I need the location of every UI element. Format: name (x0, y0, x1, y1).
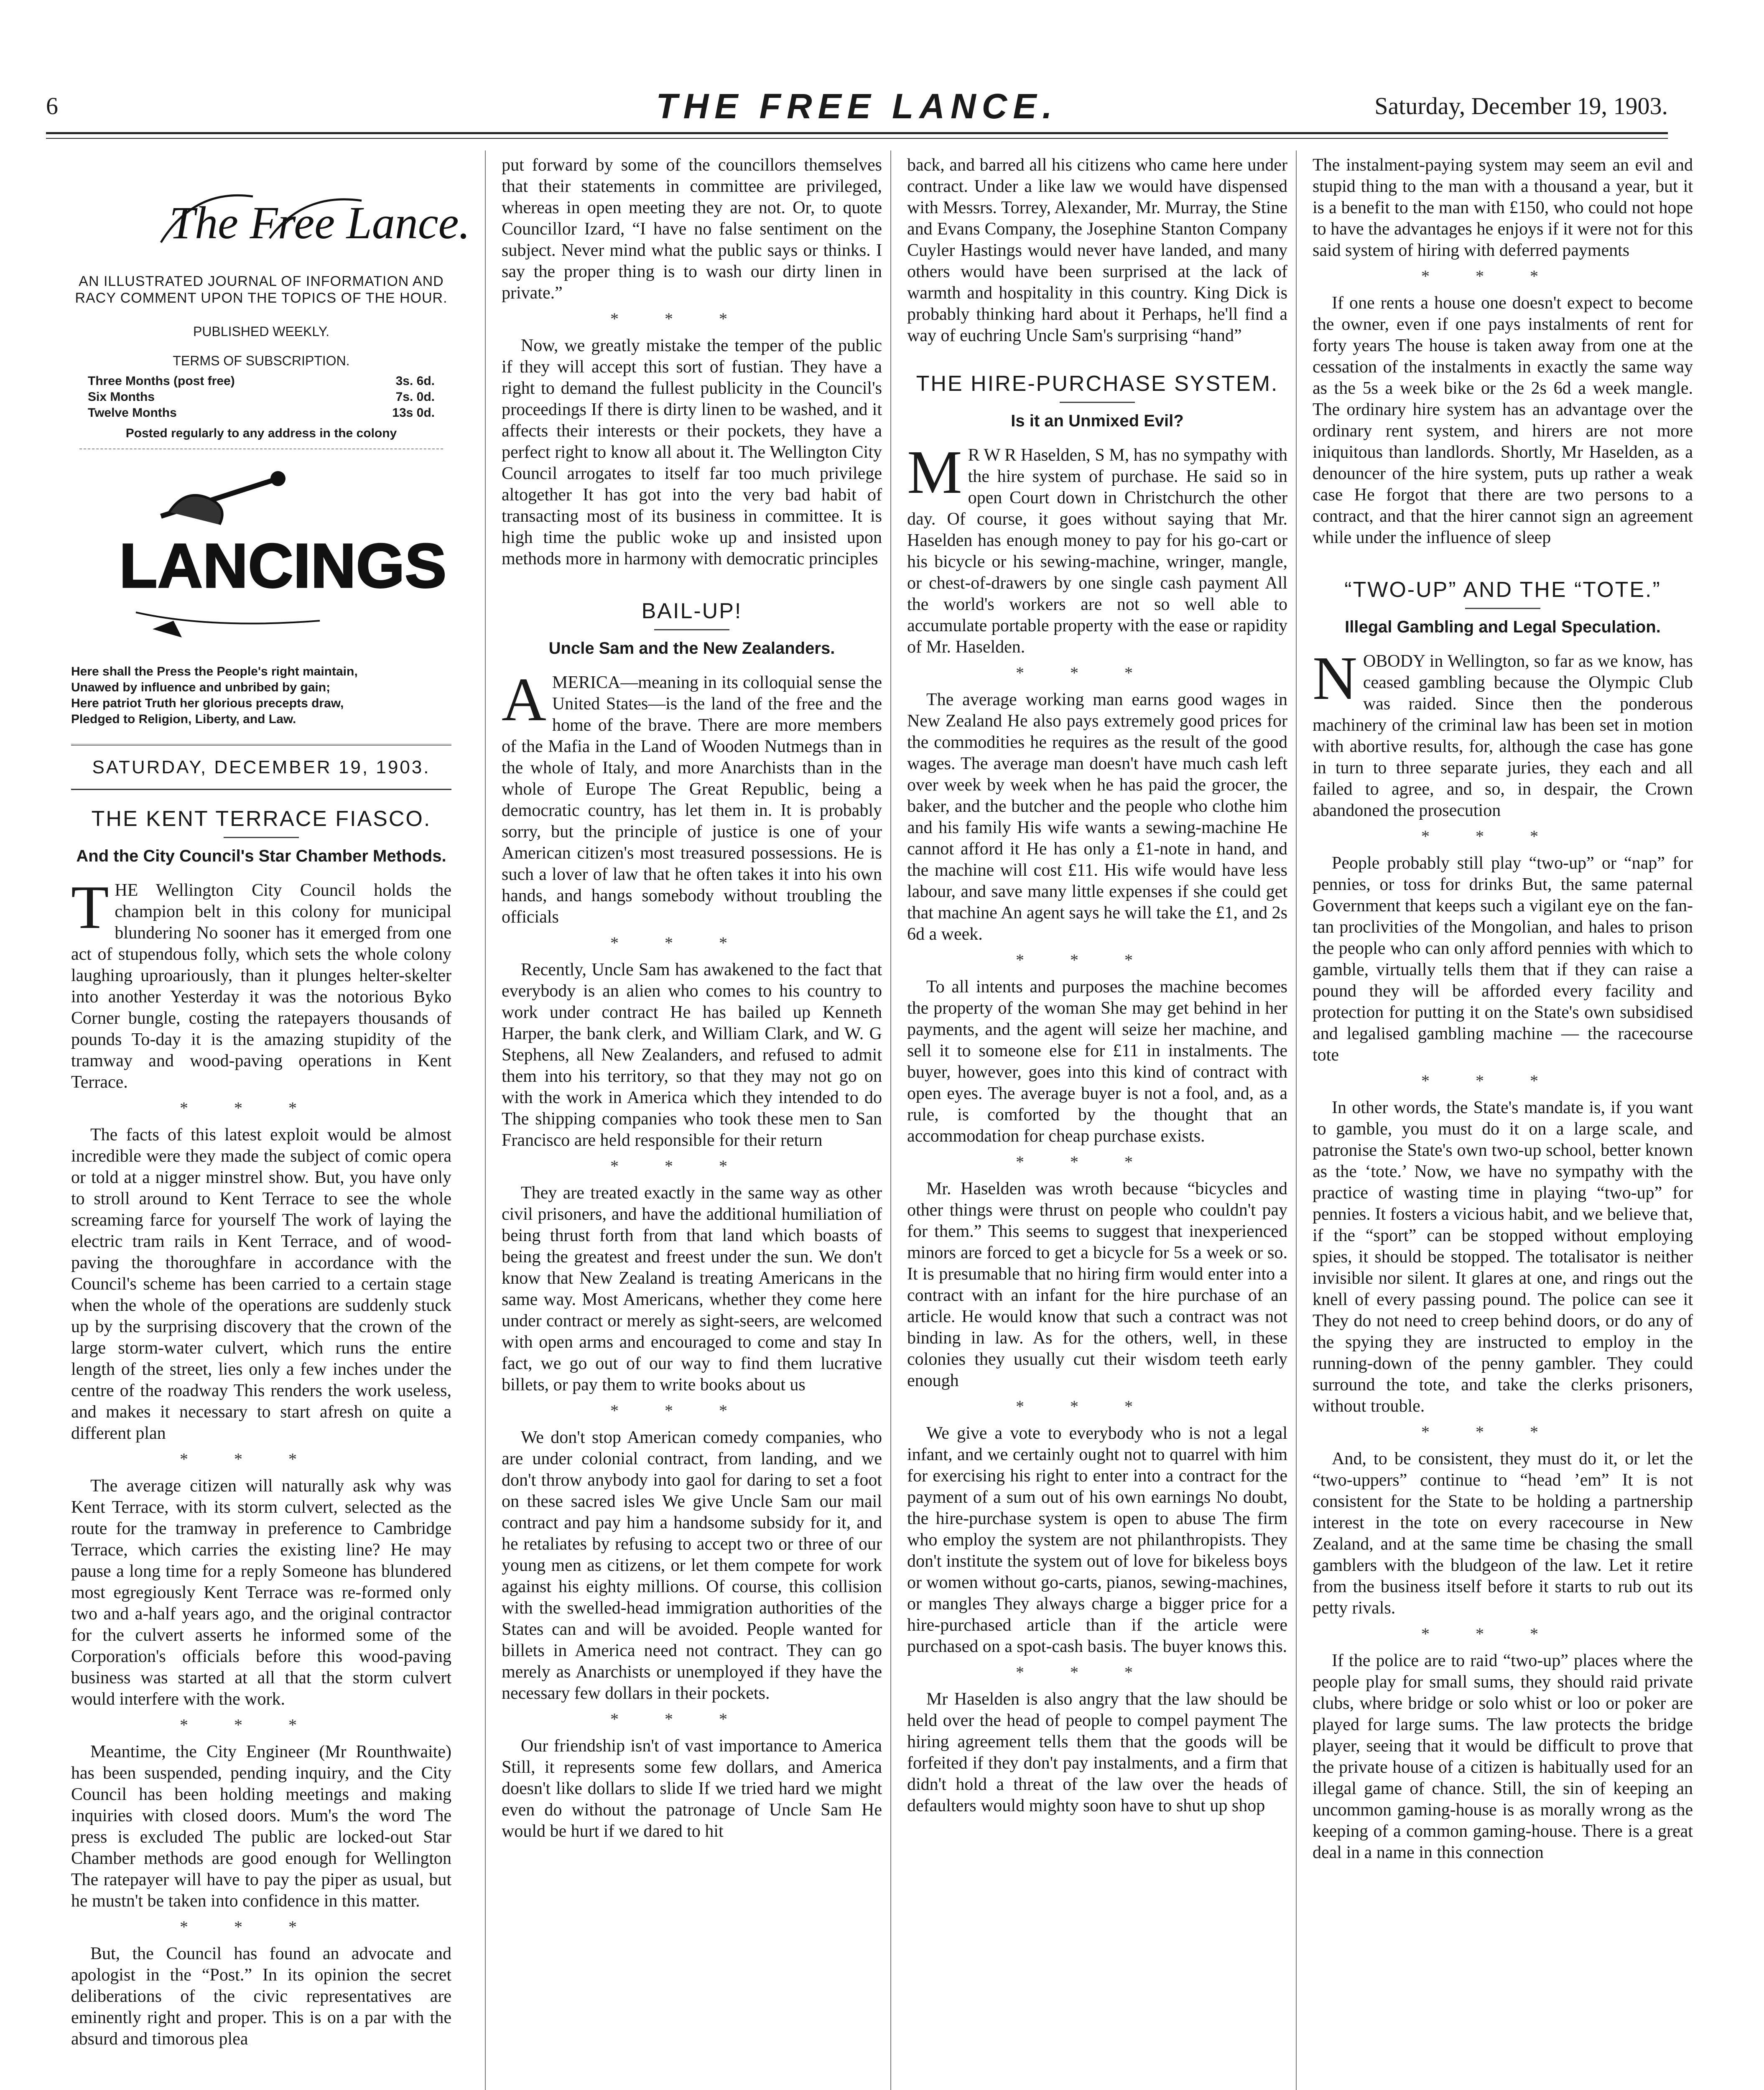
article-subtitle-bail: Uncle Sam and the New Zealanders. (548, 639, 835, 658)
paragraph: And, to be consistent, they must do it, or let the “two-uppers” continue to “head ’em” It is not consistent for the State to be holding a partnership interest in the tote on every racecourse in New Zealand, and at the same time be chasing the small gamblers with the bludgeon of the law. Let it retire from the business itself before it starts to rub out its petty rivals. (1313, 1449, 1693, 1618)
section-stars: *** (610, 309, 773, 328)
paragraph: Our friendship isn't of vast importance to America Still, it represents some few dollars, and America doesn't like dollars to slide If we tried hard we might even do without the patronage of Uncle Sam He would be hurt if we dared to hit (502, 1736, 882, 1841)
header-rule-thin (46, 138, 1668, 139)
column-divider (1296, 150, 1297, 2090)
paragraph: Mr Haselden is also angry that the law should be held over the head of people to compel payment The hiring agreement tells them that the goods will be forfeited if they don't pay instalments, and a firm that didn't hold a threat of the law over the heads of defaulters would mighty soon have to shut up shop (907, 1690, 1287, 1815)
column-2 (502, 155, 882, 2090)
section-stars: *** (1421, 267, 1584, 285)
section-stars: *** (1016, 951, 1179, 969)
section-stars: *** (180, 1715, 343, 1734)
masthead-verse: Here shall the Press the People's right maintain, Unawed by influence and unbribed by gain; Here patriot Truth her glorious precepts draw, Pledged to Religion, Liberty, and Law. (71, 665, 358, 726)
section-stars: *** (1016, 1152, 1179, 1171)
column-4 (1313, 155, 1693, 2090)
drop-cap: N (1313, 644, 1357, 713)
paragraph: The average working man earns good wages in New Zealand He also pays extremely good prices for the commodities he requires as the result of the good wages. The average man doesn't have much cash left over week by week when he has paid the grocer, the baker, and the butcher and the people who clothe him and his family His wife wants a sewing-machine He cannot afford it He has only a £1-note in hand, and the machine will cost £11. His wife would have less labour, and save many little expenses if she could get that machine An agent says he will take the £1, and 2s 6d a week. (907, 690, 1287, 944)
article-subtitle-hire: Is it an Unmixed Evil? (1011, 412, 1184, 430)
paragraph: M R W R Haselden, S M, has no sympathy with the hire system of purchase. He said so in open Court down in Christchurch the other day. Of course, it goes without saying that Mr. Haselden has enough money to pay for his go-cart or his bicycle or his sewing-machine, wringer, mangle, or chest-of-drawers by one single cash payment All the world's workers are not so well able to accumulate portable property with the ease or rapidity of Mr. Haselden. (907, 438, 1287, 657)
terms-row: Twelve Months 13s 0d. (88, 406, 435, 420)
lancings-text: LANCINGS (119, 530, 447, 601)
column-3 (907, 155, 1287, 2090)
paragraph: put forward by some of the councillors themselves that their statements in committee are privileged, whereas in open meeting they are not. Or, to quote Councillor Izard, “I have no false sentiment on the subject. Never mind what the public says or thinks. I say the proper thing is to wash our dirty linen in private.” (502, 155, 882, 303)
section-stars: *** (610, 1401, 773, 1420)
paragraph: We give a vote to everybody who is not a legal infant, and we certainly ought not to quarrel with him for exercising his right to enter into a contract for the payment of a sum out of his own earnings No doubt, the hire-purchase system is open to abuse The firm who employ the system are not philanthropists. They don't institute the system out of love for bikeless boys or women without go-carts, pianos, sewing-machines, or mangles They always charge a bigger price for a hire-purchased article than if the article were purchased on a spot-cash basis. The buyer knows this. (907, 1424, 1287, 1656)
section-stars: *** (1421, 1422, 1584, 1441)
header-rule (46, 132, 1668, 134)
free-lance-logo-icon (144, 180, 470, 263)
page-number: 6 (46, 92, 58, 120)
paragraph: Mr. Haselden was wroth because “bicycles and other things were thrust on people who couldn't pay for them.” This seems to suggest that inexperienced minors are forced to get a bicycle for 5s a week or so. It is presumable that no hiring firm would enter into a contract with an infant for the hire purchase of an article. He would know that such a contract was not binding in law. As for the others, well, in these colonies they usually cut their wisdom teeth early enough (907, 1179, 1287, 1390)
posted-note: Posted regularly to any address in the colony (125, 426, 397, 440)
short-rule (654, 629, 729, 630)
paragraph: In other words, the State's mandate is, if you want to gamble, you must do it on a large scale, and patronise the State's own two-up school, better known as the ‘tote.’ Now, we have no sympathy with the practice of wasting time in playing “two-up” for pennies. It fosters a vicious habit, and we believe that, if the “sport” can be stopped without employing spies, it should be stopped. The totalisator is neither invisible nor silent. It glares at one, and rings out the knell of every passing pound. The police can see it They do not need to creep behind doors, or do any of the spying they are instructed to employ in the running-down of the penny gambler. They could surround the tote, and take the clerks prisoners, without trouble. (1313, 1098, 1693, 1416)
paragraph: back, and barred all his citizens who came here under contract. Under a like law we would have dispensed with Messrs. Torrey, Alexander, Mr. Murray, the Stine and Evans Company, the Josephine Stanton Company Cuyler Hastings would never have landed, and many others would have been surprised at the lack of warmth and hospitality in this country. King Dick is probably thinking hard about it Perhaps, he'll find a way of euchring Uncle Sam's surprising “hand” (907, 155, 1287, 345)
section-stars: *** (1421, 1071, 1584, 1090)
terms-row: Six Months 7s. 0d. (88, 390, 435, 404)
lancings-knight-illustration-icon (102, 462, 447, 646)
article-subtitle-tote: Illegal Gambling and Legal Speculation. (1345, 618, 1661, 636)
paragraph: Now, we greatly mistake the temper of the public if they will accept this sort of fustian. They have a right to demand the fullest publicity in the Council's proceedings If there is dirty linen to be washed, and it affects their interests or their pockets, they have a perfect right to know all about it. The Wellington City Council arrogates to itself far too much privilege altogether It has got into the very bad habit of transacting most of its business in committee. It is high time the public woke up and insisted upon methods more in harmony with democratic principles (502, 336, 882, 568)
terms-row: Three Months (post free) 3s. 6d. (88, 374, 435, 388)
paragraph: NOBODY in Wellington, so far as we know, has ceased gambling because the Olympic Club was raided. Since then the ponderous machinery of the criminal law has been set in motion with abortive results, for, although the case has gone in turn to three separate juries, they each and all failed to agree, and so, in despair, the Crown abandoned the prosecution (1313, 644, 1693, 820)
newspaper-title: THE FREE LANCE. (656, 87, 1058, 126)
article-subtitle-kent: And the City Council's Star Chamber Methods. (76, 847, 446, 865)
column-divider (890, 150, 891, 2090)
paragraph: If one rents a house one doesn't expect to become the owner, even if one pays instalments of rent for forty years The house is taken away from one at the cessation of the instalments in exactly the same way as the 5s a week bike or the 2s 6d a week mangle. The ordinary hire system has an advantage over the ordinary rent system, and hirers are not more iniquitous than landlords. Shortly, Mr Haselden, as a denouncer of the hire system, puts up rather a weak case He forgot that there are two persons to a contract, and that the hirer cannot sign an agreement while under the influence of sleep (1313, 293, 1693, 547)
paragraph: Recently, Uncle Sam has awakened to the fact that everybody is an alien who comes to his country to work under contract He has bailed up Kenneth Harper, the bank clerk, and William Clark, and W. G Stephens, all New Zealanders, and refused to admit them into his territory, so that they may not go on with the work in America which they intended to do The shipping companies who took these men to San Francisco are held responsible for their return (502, 960, 882, 1150)
short-rule (224, 837, 299, 838)
issue-date: Saturday, December 19, 1903. (1374, 92, 1668, 120)
paragraph: But, the Council has found an advocate and apologist in the “Post.” In its opinion the secret deliberations of the civic representatives are eminently right and proper. This is on a par with the absurd and timorous plea (71, 1944, 451, 2049)
article-title-bail: BAIL-UP! (641, 599, 742, 623)
section-stars: *** (610, 1157, 773, 1175)
masthead-tagline: AN ILLUSTRATED JOURNAL OF INFORMATION AND RACY COMMENT UPON THE TOPICS OF THE HOUR. (75, 273, 448, 306)
paragraph: The average citizen will naturally ask why was Kent Terrace, with its storm culvert, selected as the route for the tramway in preference to Cambridge Terrace, which carries the existing line? He may pause a long time for a reply Someone has blundered most egregiously Kent Terrace was re-formed only two and a-half years ago, and the original contractor for the culvert asserts he informed some of the Corporation's officials before this wood-paving business was started at all that the storm culvert would interfere with the work. (71, 1476, 451, 1709)
column-1 (71, 155, 470, 2090)
published-weekly: PUBLISHED WEEKLY. (193, 324, 330, 339)
column-divider (485, 150, 486, 2090)
short-rule (1060, 402, 1135, 403)
article-title-hire: THE HIRE-PURCHASE SYSTEM. (916, 372, 1279, 396)
lancings-illustration (71, 462, 451, 651)
paragraph: AMERICA—meaning in its colloquial sense the United States—is the land of the free and the home of the brave. There are more members of the Mafia in the Land of Wooden Nutmegs than in the whole of Italy, and more Anarchists than in the whole of Europe The Great Republic, being a democratic country, has let them in. It is probably sorry, but the principle of justice is one of your American citizen's most treasured possessions. He is such a lover of law that he often takes it into his own hands, and hangs somebody without troubling the officials (502, 665, 882, 927)
article-title-tote: “TWO-UP” AND THE “TOTE.” (1344, 578, 1661, 602)
article-title-kent: THE KENT TERRACE FIASCO. (91, 807, 431, 831)
page-header (46, 87, 1668, 130)
paragraph: They are treated exactly in the same way as other civil prisoners, and have the additional humiliation of being thrust forth from that land which boasts of being the greatest and freest under the sun. We don't know that New Zealand is treating Americans in the same way. Most Americans, whether they come here under contract or merely as sight-seers, are welcomed with open arms and encouraged to come and stay In fact, we go out of our way to find them lucrative billets, or pay them to write books about us (502, 1183, 882, 1394)
logo-text: The Free Lance. (169, 197, 470, 248)
section-stars: *** (1421, 827, 1584, 846)
section-stars: *** (180, 1450, 343, 1468)
paragraph: The facts of this latest exploit would be almost incredible were they made the subject of comic opera or told at a nigger minstrel show. But, you have only to stroll around to Kent Terrace to see the whole screaming farce for yourself The work of laying the electric tram rails in Kent Terrace, and of wood-paving the thoroughfare in accordance with the Council's scheme has been carried to a certain stage when the whole of the operations are suddenly stuck up by the surprising discovery that the crown of the large storm-water culvert, which runs the entire length of the street, lies only a few inches under the centre of the roadway This renders the work useless, and makes it necessary to start afresh on quite a different plan (71, 1125, 451, 1443)
section-stars: *** (1016, 1397, 1179, 1416)
drop-cap: A (502, 665, 546, 734)
section-stars: *** (1016, 663, 1179, 682)
section-stars: *** (610, 1710, 773, 1728)
drop-cap: T (71, 873, 109, 942)
paragraph: People probably still play “two-up” or “nap” for pennies, or toss for drinks But, the same paternal Government that keeps such a vigilant eye on the fan-tan proclivities of the Mongolian, and hales to prison the people who can only afford pennies with which to gamble, virtually tells them that if they can raise a pound they will be afforded every facility and protection for putting it on the State's own subsidised and legalised gambling machine — the racecourse tote (1313, 854, 1693, 1065)
dateline: SATURDAY, DECEMBER 19, 1903. (71, 744, 451, 790)
terms-title: TERMS OF SUBSCRIPTION. (173, 353, 350, 368)
short-rule (1465, 608, 1540, 609)
paragraph: If the police are to raid “two-up” places where the people play for small sums, they should raid private clubs, where bridge or solo whist or loo or poker are played for large sums. The law protects the bridge player, seeing that it would be difficult to prove that the private house of a citizen is habitually used for an illegal game of chance. Still, the sin of keeping an uncommon gaming-house is as morally wrong as the keeping of a common gaming-house. There is a great deal in a name in this connection (1313, 1651, 1693, 1862)
paragraph: To all intents and purposes the machine becomes the property of the woman She may get behind in her payments, and the agent will seize her machine, and sell it to someone else for £11 in instalments. The buyer, however, goes into this kind of contract with open eyes. The average buyer is not a fool, and, as a rule, is comforted by the thought that an accommodation for cheap purchase exists. (907, 977, 1287, 1146)
masthead-logo (71, 180, 470, 269)
section-stars: *** (180, 1917, 343, 1936)
paragraph: We don't stop American comedy companies, who are under colonial contract, from landing, and we don't throw anybody into gaol for daring to set a foot on these sacred isles We give Uncle Sam our mail contract and pay him a handsome subsidy for it, and he retaliates by refusing to accept two or three of our young men as citizens, or let them compete for work against his eighty millions. Of course, this collision with the swelled-head immigration authorities of the States can and will be avoided. People wanted for billets in America need not contract. They can go merely as Anarchists or unemployed if they have the necessary few dollars in their pockets. (502, 1428, 882, 1703)
paragraph: Meantime, the City Engineer (Mr Rounthwaite) has been suspended, pending inquiry, and the City Council has been holding meetings and making inquiries with closed doors. Mum's the word The press is excluded The public are locked-out Star Chamber methods are good enough for Wellington The ratepayer will have to pay the piper as usual, but he mustn't be taken into confidence in this matter. (71, 1742, 451, 1911)
drop-cap: M (907, 438, 962, 507)
paragraph: THE Wellington City Council holds the champion belt in this colony for municipal blundering No sooner has it emerged from one act of stupendous folly, which sets the whole colony laughing uproariously, than it plunges helter-skelter into another Yesterday it was the notorious Byko Corner bungle, costing the ratepayers thousands of pounds To-day it is the amazing stupidity of the tramway and wood-paving operations in Kent Terrace. (71, 873, 451, 1092)
section-stars: *** (1016, 1663, 1179, 1682)
section-stars: *** (610, 933, 773, 952)
paragraph: The instalment-paying system may seem an evil and stupid thing to the man with a thousand a year, but it is a benefit to the man with £150, who could not hope to have the advantages he enjoys if it were not for this said system of hiring with deferred payments (1313, 155, 1693, 260)
section-stars: *** (180, 1099, 343, 1117)
section-stars: *** (1421, 1624, 1584, 1643)
